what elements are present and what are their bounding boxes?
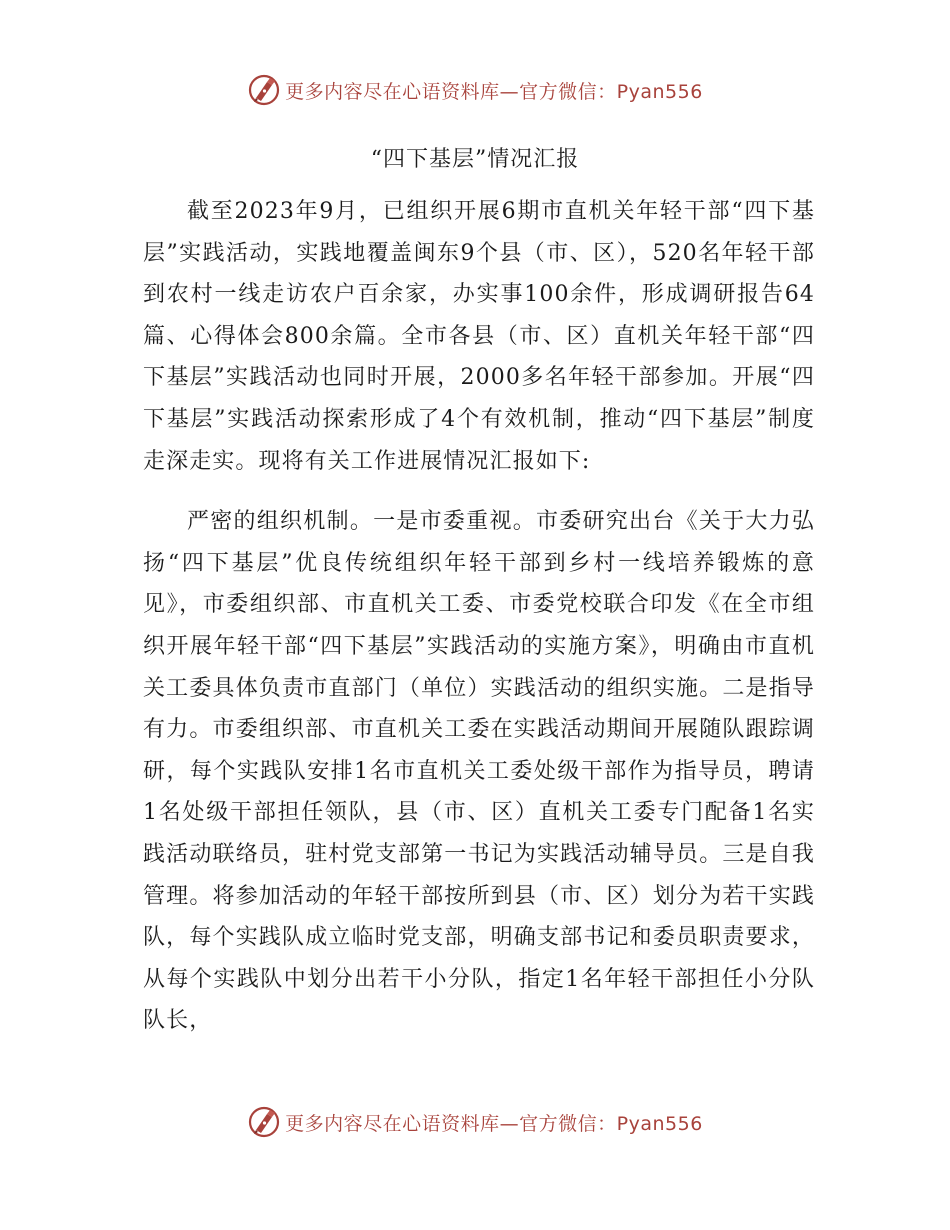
document-title: “四下基层”情况汇报	[370, 147, 580, 172]
paragraph-intro: 截至2023年9月，已组织开展6期市直机关年轻干部“四下基层”实践活动，实践地覆盖闽东9个县（市、区），520名年轻干部到农村一线走访农户百余家，办实事100余件，形成调研报告64篇、心得体会800余篇。全市各县（市、区）直机关年轻干部“四下基层”实践活动也同时开展，2000多名年轻干部参加。开展“四下基层”实践活动探索形成了4个有效机制，推动“四下基层”制度走深走实。现将有关工作进展情况汇报如下:	[143, 199, 815, 474]
document-body	[143, 191, 815, 1042]
pen-nib-logo-icon	[247, 1105, 281, 1139]
paragraph-organization-mechanism: 严密的组织机制。一是市委重视。市委研究出台《关于大力弘扬“四下基层”优良传统组织年轻干部到乡村一线培养锻炼的意见》，市委组织部、市直机关工委、市委党校联合印发《在全市组织开展年轻干部“四下基层”实践活动的实施方案》，明确由市直机关工委具体负责市直部门（单位）实践活动的组织实施。二是指导有力。市委组织部、市直机关工委在实践活动期间开展随队跟踪调研，每个实践队安排1名市直机关工委处级干部作为指导员，聘请1名处级干部担任领队，县（市、区）直机关工委专门配备1名实践活动联络员，驻村党支部第一书记为实践活动辅导员。三是自我管理。将参加活动的年轻干部按所到县（市、区）划分为若干实践队，每个实践队成立临时党支部，明确支部书记和委员职责要求，从每个实践队中划分出若干小分队，指定1名年轻干部担任小分队队长，	[143, 509, 815, 1034]
watermark-bottom	[0, 1104, 950, 1140]
watermark-text: 更多内容尽在心语资料库—官方微信：Pyan556	[285, 80, 703, 103]
watermark-top	[0, 72, 950, 108]
pen-nib-logo-icon	[247, 73, 281, 107]
watermark-text: 更多内容尽在心语资料库—官方微信：Pyan556	[285, 1112, 703, 1135]
